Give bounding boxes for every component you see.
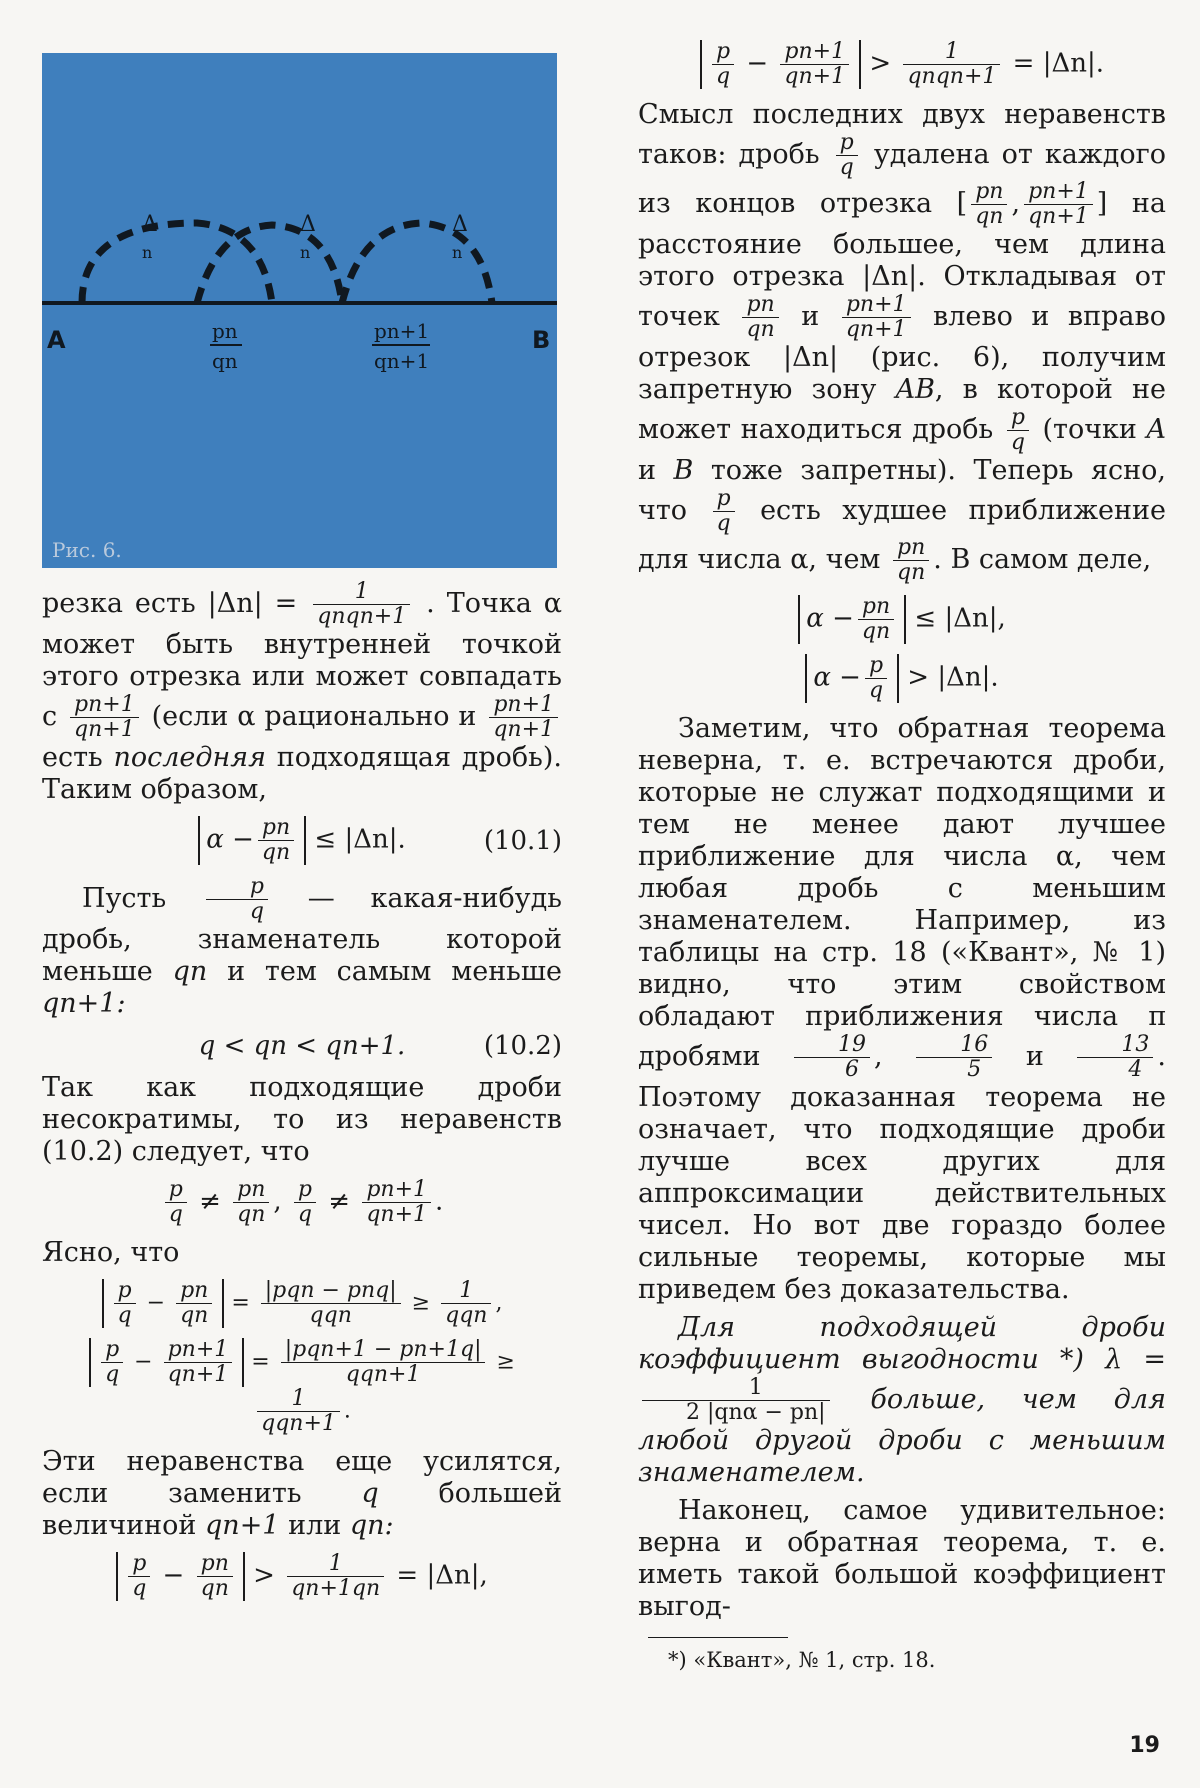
left-column: [42, 580, 562, 1611]
right-column: [638, 30, 1166, 1676]
left-paragraph-2: Пусть $\frac{p}{q}$ — какая-нибудь дробь, знаменатель которой меньше qn и тем самым меньше qn+1:: [42, 874, 562, 1019]
figure-6: [42, 53, 557, 568]
formula-not-equal: $\frac{p}{q}$ ≠ $\frac{pn}{qn}$ , $\frac{p}{q}$ ≠ $\frac{pn+1}{qn+1}$ .: [42, 1178, 562, 1227]
arc-sub-3: n: [452, 243, 463, 262]
theorem: Для подходящей дроби коэффициент выгодности *) λ = $\frac{1}{\text{2 |qnα − pn|}}$ больше, чем для любой другой дроби с меньшим знаменателем.: [638, 1312, 1166, 1488]
right-paragraph-1: Смысл последних двух неравенств таков: дробь $\frac{p}{q}$ удалена от каждого из концов отрезка [ $\frac{pn}{qn}$ , $\frac{pn+1}{qn+1}$ ] на расстояние большее, чем длина этого отрезка |Δn|. Откладывая от точек $\frac{pn}{qn}$ и $\frac{pn+1}{qn+1}$ влево и вправо отрезок |Δn| (рис. 6), получим запретную зону AB, в которой не может находиться дробь $\frac{p}{q}$ (точки A и B тоже запретны). Теперь ясно, что $\frac{p}{q}$ есть худшее приближение для числа α, чем $\frac{pn}{qn}$ . В самом деле,: [638, 99, 1166, 585]
formula-ineq-1: $\frac{p}{q}$ − $\frac{pn}{qn}$ = $\frac{\text{|pqn − pnq|}}{\text{qqn}}$ ≥ $\frac{1}{\text{qqn}}$ ,: [42, 1279, 562, 1328]
footnote-rule: [648, 1637, 788, 1638]
equation-number: (10.1): [483, 825, 562, 856]
point1-num: pn: [212, 319, 238, 343]
point2-num: pn+1: [374, 319, 430, 343]
arc-label-1: Δ: [142, 212, 158, 237]
arc-label-3: Δ: [452, 212, 468, 237]
formula-ineq-3: $\frac{p}{q}$ − $\frac{pn}{qn}$ > $\frac{1}{qn+1qn}$ = |Δn|,: [42, 1552, 562, 1601]
right-paragraph-2: Заметим, что обратная теорема неверна, т. е. встречаются дроби, которые не служат подходящими и тем не менее дают лучшее приближение для числа α, чем любая дробь с меньшим знаменателем. Например, из таблицы на стр. 18 («Квант», № 1) видно, что этим свойством обладают приближения числа π дробями $\frac{19}{6}$ , $\frac{16}{5}$ и $\frac{13}{4}$ . Поэтому доказанная теорема не означает, что подходящие дроби лучше всех других для аппроксимации действительных чисел. Но вот две гораздо более сильные теоремы, которые мы приведем без доказательства.: [638, 713, 1166, 1305]
left-paragraph-3: Так как подходящие дроби несократимы, то из неравенств (10.2) следует, что: [42, 1072, 562, 1167]
fraction: $\frac{pn+1}{qn+1}$: [489, 693, 558, 742]
formula-alpha-1: α − $\frac{pn}{qn}$ ≤ |Δn|,: [638, 595, 1166, 644]
left-paragraph-4: Ясно, что: [42, 1237, 180, 1268]
equation-number: (10.2): [483, 1031, 562, 1061]
arc-sub-2: n: [300, 243, 311, 262]
fraction: $\frac{1}{\text{qnqn+1}}$: [313, 580, 410, 629]
right-paragraph-3: Наконец, самое удивительное: верна и обратная теорема, т. е. иметь такой большой коэффициент выгод-: [638, 1495, 1166, 1622]
arc-label-2: Δ: [300, 212, 316, 237]
page-number: 19: [1129, 1733, 1160, 1758]
label-b: B: [532, 326, 551, 354]
formula-alpha-2: α − $\frac{p}{q}$ > |Δn|.: [638, 654, 1166, 703]
figure-6-diagram: [42, 53, 557, 568]
formula-10-1: α − $\frac{pn}{qn}$ ≤ |Δn|. (10.1): [42, 816, 562, 865]
point1-den: qn: [212, 349, 238, 373]
arc-right: [342, 223, 492, 303]
left-paragraph-5: Эти неравенства еще усилятся, если заменить q большей величиной qn+1 или qn:: [42, 1446, 562, 1541]
point2-den: qn+1: [374, 349, 430, 373]
arc-sub-1: n: [142, 243, 153, 262]
formula-ineq-2: $\frac{p}{q}$ − $\frac{pn+1}{qn+1}$ = $\frac{\text{|pqn+1 − pn+1q|}}{\text{qqn+1}}$ ≥ $\frac{1}{\text{qqn+1}}$ .: [42, 1338, 562, 1436]
fraction: $\frac{pn+1}{qn+1}$: [70, 693, 139, 742]
label-a: A: [47, 326, 66, 354]
footnote: *) «Квант», № 1, стр. 18.: [668, 1648, 936, 1672]
formula-ineq-4: $\frac{p}{q}$ − $\frac{pn+1}{qn+1}$ > $\frac{1}{\text{qnqn+1}}$ = |Δn|.: [638, 40, 1166, 89]
formula-10-2: q < qn < qn+1. (10.2): [198, 1031, 562, 1061]
figure-caption: Рис. 6.: [52, 538, 122, 562]
left-paragraph-1: резка есть |Δn| = $\frac{1}{\text{qnqn+1}}$ . Точка α может быть внутренней точкой этого отрезка или может совпадать с $\frac{pn+1}{qn+1}$ (если α рационально и $\frac{pn+1}{qn+1}$ есть последняя подходящая дробь). Таким образом,: [42, 579, 562, 805]
